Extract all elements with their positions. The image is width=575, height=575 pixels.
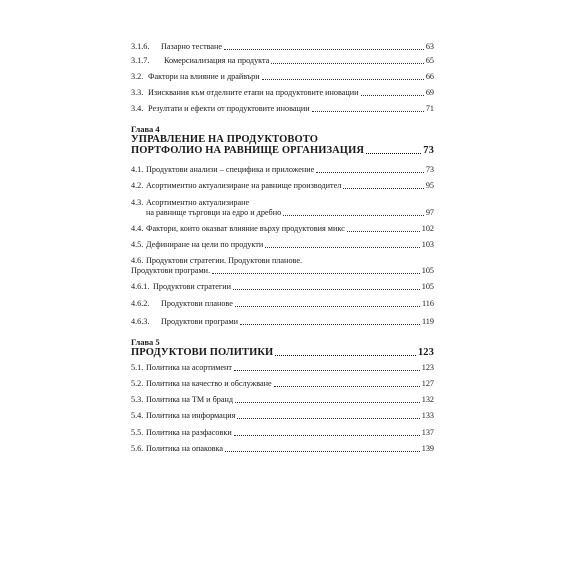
- toc-entry[interactable]: [131, 240, 434, 250]
- entry-number: 5.6.: [131, 444, 144, 453]
- entry-page: 103: [421, 240, 434, 249]
- entry-page: 133: [421, 411, 434, 420]
- entry-number: 3.2.: [131, 72, 144, 81]
- entry-number: 4.1.: [131, 165, 144, 174]
- chapter-title-last-line: [131, 347, 434, 358]
- entry-page: 95: [425, 181, 434, 190]
- chapter-heading[interactable]: [131, 337, 434, 358]
- dot-leader: [235, 305, 420, 307]
- entry-title-cont: на равнище търговци на едро и дребно: [146, 208, 282, 217]
- entry-page: 69: [425, 88, 434, 97]
- dot-leader: [347, 230, 420, 232]
- entry-last-line: [131, 208, 434, 218]
- toc-entry[interactable]: [131, 42, 434, 52]
- dot-leader: [234, 369, 420, 371]
- dot-leader: [225, 450, 420, 452]
- dot-leader: [312, 110, 424, 112]
- toc-entry[interactable]: [131, 181, 434, 191]
- chapter-title-line: ПРОДУКТОВИ ПОЛИТИКИ: [131, 347, 274, 358]
- toc-entry[interactable]: [131, 428, 434, 438]
- entry-number: 5.1.: [131, 363, 144, 372]
- entry-title: Асортиментно актуализиране: [146, 198, 250, 207]
- dot-leader: [316, 171, 423, 173]
- entry-title: Изисквания към отделните етапи на продуктовите иновации: [148, 88, 359, 97]
- toc-entry[interactable]: [131, 444, 434, 454]
- entry-title: Политика на опаковка: [146, 444, 224, 453]
- toc-entry[interactable]: [131, 282, 434, 292]
- entry-first-line: [131, 256, 434, 266]
- dot-leader: [366, 152, 421, 154]
- entry-title: Комерсиализация на продукта: [164, 56, 270, 65]
- entry-number: 4.2.: [131, 181, 144, 190]
- entry-title: Фактори, които оказват влияние върху продуктовия микс: [146, 224, 345, 233]
- chapter-page: 123: [417, 347, 434, 358]
- entry-page: 105: [421, 282, 434, 291]
- toc-page: [131, 0, 434, 575]
- dot-leader: [265, 246, 420, 248]
- entry-page: 71: [425, 104, 434, 113]
- toc-entry[interactable]: [131, 395, 434, 405]
- entry-number: 3.3.: [131, 88, 144, 97]
- entry-number: 4.6.: [131, 256, 144, 265]
- entry-number: 4.3.: [131, 198, 144, 207]
- entry-page: 102: [421, 224, 434, 233]
- entry-title: Продуктови програми: [161, 317, 239, 326]
- entry-title: Политика на ТМ и бранд: [146, 395, 234, 404]
- entry-number: 3.4.: [131, 104, 144, 113]
- chapter-title-line: УПРАВЛЕНИЕ НА ПРОДУКТОВОТО: [131, 134, 318, 145]
- dot-leader: [271, 62, 423, 64]
- entry-number: 3.1.6.: [131, 42, 150, 51]
- entry-title: Продуктови стратегии: [153, 282, 232, 291]
- entry-title: Политика на информация: [146, 411, 236, 420]
- toc-entry[interactable]: [131, 379, 434, 389]
- toc-entry[interactable]: [131, 363, 434, 373]
- entry-last-line: [131, 266, 434, 276]
- dot-leader: [237, 417, 419, 419]
- entry-page: 65: [425, 56, 434, 65]
- chapter-heading[interactable]: [131, 124, 434, 156]
- entry-number: 5.5.: [131, 428, 144, 437]
- entry-number: 5.2.: [131, 379, 144, 388]
- dot-leader: [274, 385, 420, 387]
- toc-entry[interactable]: [131, 317, 434, 327]
- dot-leader: [361, 94, 424, 96]
- entry-title: Продуктови планове: [161, 299, 233, 308]
- entry-title-cont: Продуктови програми.: [131, 266, 211, 275]
- entry-page: 119: [422, 317, 434, 326]
- entry-title: Асортиментно актуализиране на равнище производител: [146, 181, 342, 190]
- toc-entry[interactable]: [131, 411, 434, 421]
- entry-number: 4.6.3.: [131, 317, 150, 326]
- entry-title: Резултати и ефекти от продуктовите иновации: [148, 104, 310, 113]
- toc-entry[interactable]: [131, 56, 434, 66]
- entry-number: 4.6.1.: [131, 282, 150, 291]
- chapter-title-line: ПОРТФОЛИО НА РАВНИЩЕ ОРГАНИЗАЦИЯ: [131, 145, 365, 156]
- entry-title: Политика на разфасовки: [146, 428, 232, 437]
- dot-leader: [275, 354, 416, 356]
- chapter-title-last-line: [131, 145, 434, 156]
- dot-leader: [212, 272, 420, 274]
- dot-leader: [235, 401, 420, 403]
- entry-number: 5.4.: [131, 411, 144, 420]
- entry-page: 97: [425, 208, 434, 217]
- dot-leader: [262, 78, 424, 80]
- entry-first-line: [131, 198, 434, 208]
- dot-leader: [224, 48, 424, 50]
- entry-page: 73: [425, 165, 434, 174]
- toc-entry[interactable]: [131, 88, 434, 98]
- entry-number: 4.4.: [131, 224, 144, 233]
- dot-leader: [233, 288, 420, 290]
- dot-leader: [283, 214, 424, 216]
- entry-page: 137: [421, 428, 434, 437]
- dot-leader: [234, 434, 420, 436]
- entry-number: 3.1.7.: [131, 56, 150, 65]
- entry-title: Политика на асортимент: [146, 363, 233, 372]
- entry-title: Фактори на влияние и драйвъри: [148, 72, 260, 81]
- entry-title: Продуктови анализи – специфика и приложение: [146, 165, 315, 174]
- entry-page: 127: [421, 379, 434, 388]
- chapter-label: Глава 5: [131, 337, 160, 347]
- entry-title: Продуктови стратегии. Продуктови планове.: [146, 256, 303, 265]
- toc-entry[interactable]: [131, 104, 434, 114]
- entry-number: 5.3.: [131, 395, 144, 404]
- entry-title: Пазарно тестване: [161, 42, 223, 51]
- entry-page: 116: [422, 299, 434, 308]
- chapter-label: Глава 4: [131, 124, 160, 134]
- entry-number: 4.6.2.: [131, 299, 150, 308]
- toc-entry[interactable]: [131, 256, 434, 276]
- toc-entry[interactable]: [131, 165, 434, 175]
- dot-leader: [240, 323, 420, 325]
- entry-number: 4.5.: [131, 240, 144, 249]
- toc-entry[interactable]: [131, 198, 434, 218]
- toc-entry[interactable]: [131, 299, 434, 309]
- entry-page: 132: [421, 395, 434, 404]
- entry-title: Дефиниране на цели по продукти: [146, 240, 264, 249]
- entry-page: 123: [421, 363, 434, 372]
- toc-entry[interactable]: [131, 224, 434, 234]
- entry-page: 63: [425, 42, 434, 51]
- chapter-page: 73: [423, 145, 434, 156]
- entry-page: 66: [425, 72, 434, 81]
- entry-page: 139: [421, 444, 434, 453]
- entry-title: Политика на качество и обслужване: [146, 379, 272, 388]
- toc-entry[interactable]: [131, 72, 434, 82]
- entry-page: 105: [421, 266, 434, 275]
- dot-leader: [343, 187, 423, 189]
